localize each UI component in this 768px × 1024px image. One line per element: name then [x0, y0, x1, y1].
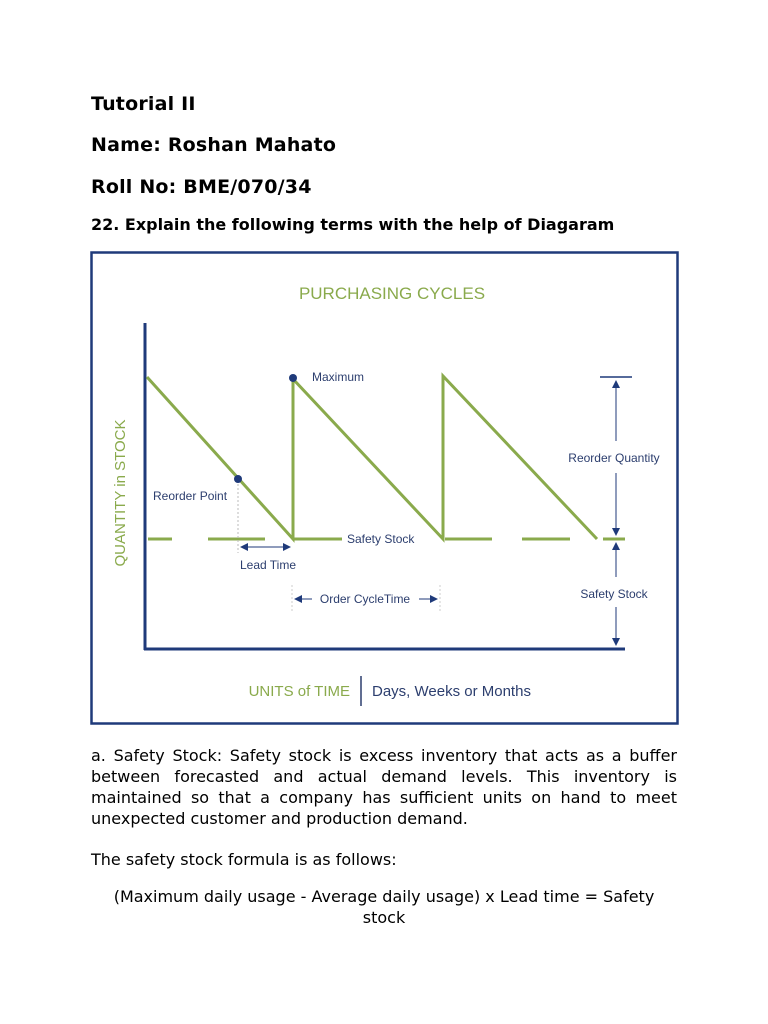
- student-name: Name: Roshan Mahato: [91, 134, 337, 156]
- x-axis-label: UNITS of TIME: [248, 683, 350, 700]
- maximum-point: [289, 374, 297, 382]
- safety-stock-formula: (Maximum daily usage - Average daily usage) x Lead time = Safety stock: [113, 887, 655, 927]
- purchasing-cycles-diagram: [90, 251, 680, 725]
- question-heading: 22. Explain the following terms with the help of Diagaram: [91, 215, 615, 234]
- maximum-label: Maximum: [312, 370, 365, 384]
- x-axis-sublabel: Days, Weeks or Months: [372, 683, 531, 700]
- document-title: Tutorial II: [91, 93, 196, 115]
- reorder-point-label: Reorder Point: [153, 489, 228, 503]
- diagram-title: PURCHASING CYCLES: [298, 284, 486, 303]
- term-label: a. Safety Stock: [91, 746, 217, 765]
- y-axis-label: QUANTITY in STOCK: [112, 419, 129, 567]
- reorder-quantity-label: Reorder Quantity: [568, 451, 660, 465]
- definition-text: : Safety stock is excess inventory that acts as a buffer between forecasted and actual demand levels. This inventory is maintained so that a company has sufficient units on hand to meet unexpected customer and production demand.: [91, 746, 677, 828]
- lead-time-label: Lead Time: [239, 558, 297, 572]
- safety-stock-line-label: Safety Stock: [347, 532, 415, 546]
- order-cycle-time-label: Order CycleTime: [319, 592, 411, 606]
- diagram-frame: [92, 253, 678, 724]
- reorder-point-marker: [234, 475, 242, 483]
- safety-stock-right-label: Safety Stock: [580, 587, 648, 601]
- safety-stock-definition: [91, 745, 677, 829]
- formula-intro: The safety stock formula is as follows:: [91, 850, 397, 869]
- roll-number: Roll No: BME/070/34: [91, 176, 312, 198]
